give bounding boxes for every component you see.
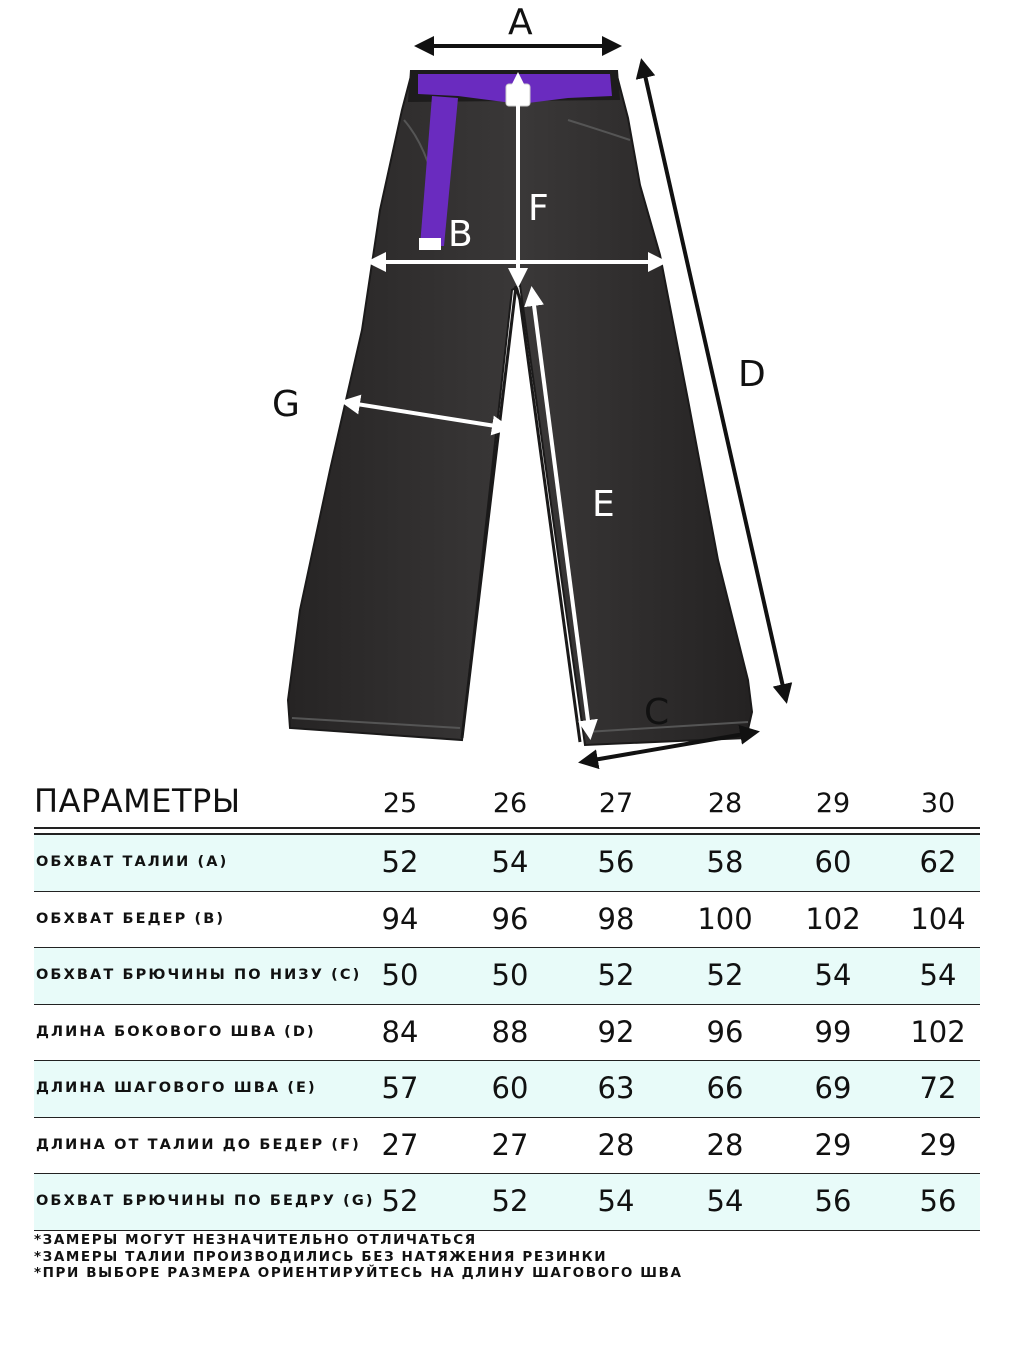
table-cell: 72: [919, 1071, 957, 1105]
table-cell: 58: [706, 845, 744, 879]
size-col-header: 29: [815, 788, 851, 819]
row-label: ДЛИНА ШАГОВОГО ШВА (Е): [36, 1080, 317, 1096]
table-cell: 102: [805, 901, 861, 936]
label-a: A: [508, 2, 533, 43]
table-cell: 98: [597, 901, 635, 936]
table-header: [34, 780, 980, 829]
table-cell: 56: [919, 1184, 957, 1218]
table-cell: 29: [919, 1127, 957, 1162]
table-cell: 63: [597, 1071, 635, 1105]
table-row: [34, 1005, 980, 1062]
table-cell: 96: [706, 1014, 744, 1049]
belt-tip: [419, 238, 441, 250]
label-d: D: [738, 354, 766, 395]
table-cell: 62: [919, 845, 957, 879]
table-cell: 27: [381, 1127, 419, 1162]
size-col-header: 28: [707, 788, 743, 819]
table-cell: 57: [381, 1071, 419, 1105]
table-cell: 28: [597, 1127, 635, 1162]
table-cell: 56: [814, 1184, 852, 1218]
footnote: *ЗАМЕРЫ МОГУТ НЕЗНАЧИТЕЛЬНО ОТЛИЧАТЬСЯ: [34, 1232, 477, 1248]
table-cell: 52: [381, 1184, 419, 1218]
label-g: G: [272, 384, 300, 425]
row-label: ДЛИНА ОТ ТАЛИИ ДО БЕДЕР (F): [36, 1136, 361, 1153]
table-cell: 54: [919, 958, 957, 992]
table-cell: 54: [814, 958, 852, 992]
table-cell: 54: [706, 1184, 744, 1218]
table-row: [34, 948, 980, 1005]
row-label: ДЛИНА БОКОВОГО ШВА (D): [36, 1023, 316, 1040]
row-label: ОБХВАТ ТАЛИИ (А): [36, 854, 229, 870]
table-cell: 92: [597, 1014, 635, 1049]
table-cell: 27: [491, 1127, 529, 1162]
table-cell: 52: [706, 958, 744, 992]
table-cell: 60: [491, 1071, 529, 1105]
size-col-header: 30: [920, 788, 956, 819]
table-cell: 94: [381, 901, 419, 936]
label-f: F: [528, 188, 549, 229]
size-col-header: 27: [598, 788, 634, 819]
table-cell: 102: [910, 1014, 966, 1049]
table-cell: 88: [491, 1014, 529, 1049]
table-cell: 28: [706, 1127, 744, 1162]
table-cell: 84: [381, 1014, 419, 1049]
table-cell: 60: [814, 845, 852, 879]
table-body: [34, 835, 980, 1231]
row-label: ОБХВАТ БРЮЧИНЫ ПО НИЗУ (С): [36, 967, 362, 983]
label-b: B: [448, 214, 473, 255]
table-row: [34, 1174, 980, 1231]
table-row: [34, 835, 980, 892]
table-row: [34, 1118, 980, 1175]
table-cell: 29: [814, 1127, 852, 1162]
table-cell: 69: [814, 1071, 852, 1105]
table-title: ПАРАМЕТРЫ: [34, 782, 241, 820]
table-cell: 56: [597, 845, 635, 879]
row-label: ОБХВАТ БРЮЧИНЫ ПО БЕДРУ (G): [36, 1193, 375, 1209]
table-cell: 50: [491, 958, 529, 992]
table-cell: 96: [491, 901, 529, 936]
table-cell: 100: [697, 901, 753, 936]
table-cell: 50: [381, 958, 419, 992]
table-cell: 66: [706, 1071, 744, 1105]
row-label: ОБХВАТ БЕДЕР (В): [36, 910, 226, 927]
label-e: E: [592, 484, 615, 525]
label-c: C: [644, 692, 670, 733]
size-col-header: 26: [492, 788, 528, 819]
table-cell: 54: [597, 1184, 635, 1218]
table-cell: 104: [910, 901, 966, 936]
table-cell: 54: [491, 845, 529, 879]
table-cell: 99: [814, 1014, 852, 1049]
footnote: *ЗАМЕРЫ ТАЛИИ ПРОИЗВОДИЛИСЬ БЕЗ НАТЯЖЕНИЯ РЕЗИНКИ: [34, 1248, 608, 1265]
table-row: [34, 1061, 980, 1118]
table-row: [34, 892, 980, 949]
table-cell: 52: [597, 958, 635, 992]
size-table: [34, 780, 980, 1231]
footnote: *ПРИ ВЫБОРЕ РАЗМЕРА ОРИЕНТИРУЙТЕСЬ НА ДЛИНУ ШАГОВОГО ШВА: [34, 1265, 683, 1281]
size-col-header: 25: [382, 788, 418, 819]
table-cell: 52: [491, 1184, 529, 1218]
table-cell: 52: [381, 845, 419, 879]
footnotes: [34, 1232, 683, 1282]
